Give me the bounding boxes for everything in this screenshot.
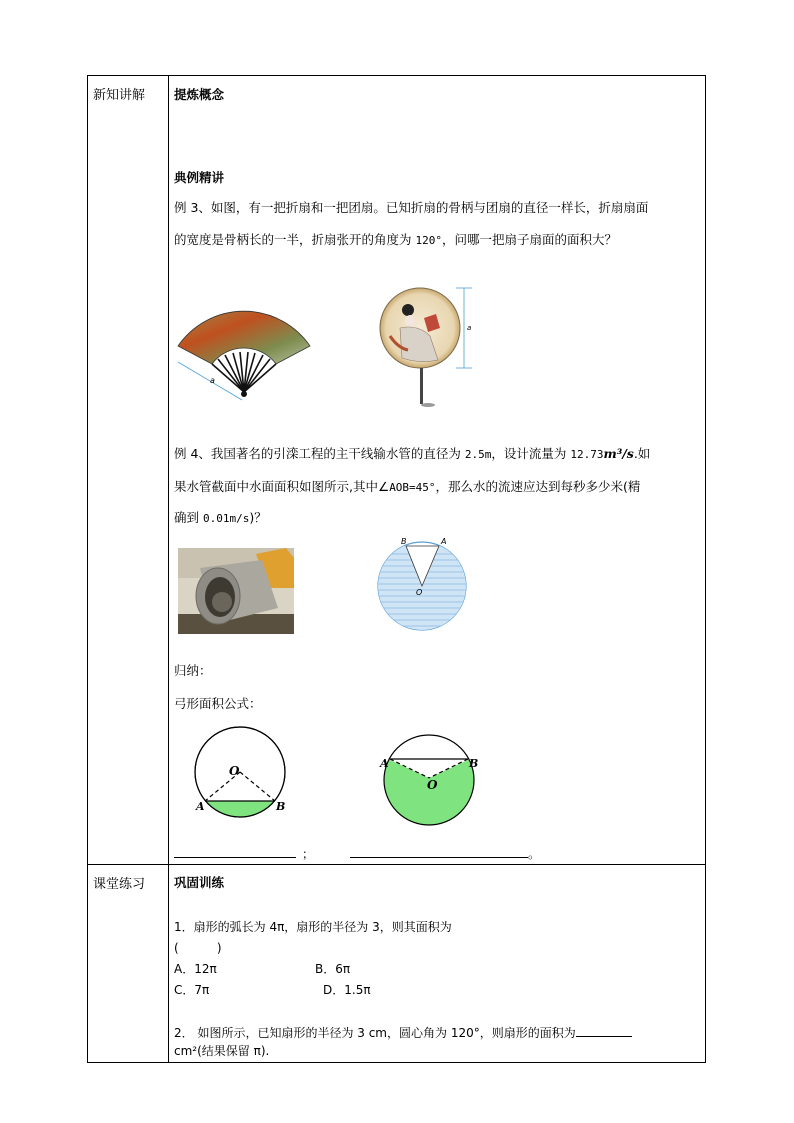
q2-line2: cm²(结果保留 π). <box>174 1044 270 1058</box>
formula-blank-1[interactable] <box>174 845 296 858</box>
concrete-pipe-photo <box>178 548 294 634</box>
column-divider <box>168 76 169 1062</box>
segment-formula-label: 弓形面积公式： <box>174 696 262 711</box>
folding-fan-label-a: a <box>210 376 215 385</box>
example4-line2: 果水管截面中水面面积如图所示,其中∠AOB=45°，那么水的流速应达到每秒多少米(精 <box>174 479 641 494</box>
segment-figure-minor <box>192 728 288 820</box>
segment2-label-b: B <box>469 757 479 770</box>
heading-consolidation: 巩固训练 <box>174 875 225 890</box>
pipe-label-b: B <box>401 537 407 546</box>
pipe-cross-section-diagram <box>375 536 469 632</box>
heading-concept: 提炼概念 <box>174 87 225 102</box>
example4-line3: 确到 0.01m/s)？ <box>174 510 267 525</box>
q1-option-d[interactable]: D．1.5π <box>323 983 371 997</box>
segment1-label-a: A <box>196 800 205 813</box>
segment1-label-o: O <box>229 764 240 778</box>
row-label-class-practice: 课堂练习 <box>93 877 146 892</box>
folding-fan-figure <box>176 312 312 402</box>
round-fan-figure <box>378 288 478 410</box>
q1-answer-paren[interactable]: ( ) <box>174 941 222 955</box>
row-label-new-knowledge: 新知讲解 <box>93 88 146 103</box>
example4-line1: 例 4、我国著名的引滦工程的主干线输水管的直径为 2.5m，设计流量为 12.73m³/s.如 <box>174 446 651 461</box>
q1-stem: 1．扇形的弧长为 4π，扇形的半径为 3，则其面积为 <box>174 920 452 934</box>
q1-option-a[interactable]: A．12π <box>174 962 217 976</box>
segment1-label-b: B <box>276 800 286 813</box>
round-fan-label-a: a <box>467 324 472 332</box>
row-divider <box>88 864 705 865</box>
q2-line1: 2． 如图所示，已知扇形的半径为 3 cm，圆心角为 120°，则扇形的面积为 <box>174 1022 632 1043</box>
pipe-label-o: O <box>416 588 423 597</box>
q1-option-b[interactable]: B．6π <box>315 962 351 976</box>
q1-option-c[interactable]: C．7π <box>174 983 210 997</box>
q2-answer-blank[interactable] <box>576 1022 632 1037</box>
segment2-label-a: A <box>380 757 389 770</box>
segment2-label-o: O <box>427 778 438 792</box>
summary-label: 归纳： <box>174 663 212 678</box>
example3-line1: 例 3、如图，有一把折扇和一把团扇。已知折扇的骨柄与团扇的直径一样长，折扇扇面 <box>174 200 649 215</box>
heading-examples: 典例精讲 <box>174 170 225 185</box>
example3-line2: 的宽度是骨柄长的一半，折扇张开的角度为 120°，问哪一把扇子扇面的面积大？ <box>174 232 617 247</box>
pipe-label-a: A <box>441 537 447 546</box>
formula-blank-2[interactable] <box>350 845 528 858</box>
formula-blanks-line: ； 。 <box>174 845 540 862</box>
